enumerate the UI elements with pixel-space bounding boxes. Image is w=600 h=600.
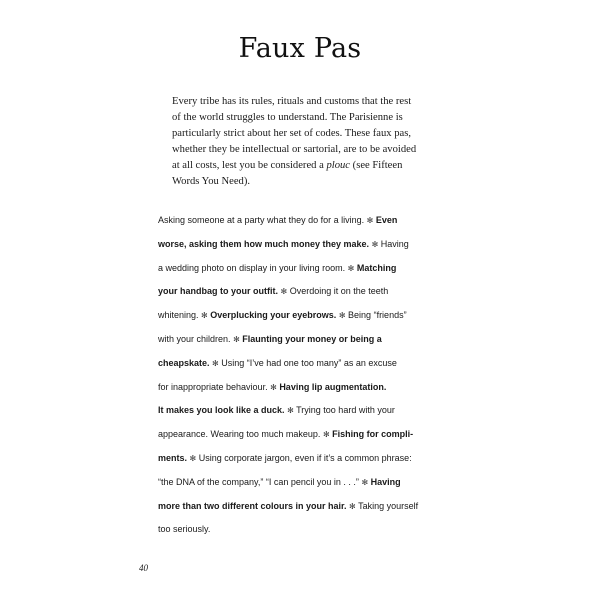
asterisk-separator-icon: ✻ xyxy=(287,406,294,416)
body-line xyxy=(158,233,458,257)
faux-pas-item-bold: Fishing for compli- xyxy=(332,429,414,440)
asterisk-separator-icon: ✻ xyxy=(366,216,374,225)
faux-pas-item: Trying too hard with your xyxy=(296,405,395,416)
faux-pas-item-bold: cheapskate. xyxy=(158,357,210,368)
faux-pas-item-bold: Having lip augmentation. xyxy=(279,381,387,392)
faux-pas-item-bold: worse, asking them how much money they make. xyxy=(158,238,370,249)
faux-pas-item: Overdoing it on the teeth xyxy=(289,286,389,297)
asterisk-separator-icon: ✻ xyxy=(371,239,379,249)
asterisk-separator-icon: ✻ xyxy=(338,311,346,321)
asterisk-separator-icon: ✻ xyxy=(189,453,197,463)
intro-line: particularly strict about her set of codes. These faux pas, xyxy=(172,128,411,139)
faux-pas-item: Asking someone at a party what they do for a living. xyxy=(158,215,365,225)
intro-text: at all costs, lest you be considered a xyxy=(172,160,324,171)
body-line xyxy=(158,495,458,519)
asterisk-separator-icon: ✻ xyxy=(233,334,240,344)
faux-pas-item: with your children. xyxy=(158,333,231,344)
body-line xyxy=(158,471,458,495)
page-title: Faux Pas xyxy=(238,33,362,64)
faux-pas-item: too seriously. xyxy=(158,524,211,535)
body-line xyxy=(158,376,458,400)
faux-pas-item-bold: Matching xyxy=(356,262,397,273)
asterisk-separator-icon: ✻ xyxy=(322,430,330,440)
italic-term-plouc: plouc xyxy=(326,160,351,171)
faux-pas-list xyxy=(158,209,458,541)
faux-pas-item: Having xyxy=(380,238,409,249)
faux-pas-item-bold: your handbag to your outfit. xyxy=(158,286,278,297)
asterisk-separator-icon: ✻ xyxy=(347,263,355,273)
body-line xyxy=(158,447,458,471)
intro-line: of the world struggles to understand. The Parisienne is xyxy=(172,112,403,123)
page-number: 40 xyxy=(139,563,148,573)
asterisk-separator-icon: ✻ xyxy=(201,311,208,321)
asterisk-separator-icon: ✻ xyxy=(349,501,356,511)
intro-text: (see Fifteen xyxy=(352,160,403,171)
body-line xyxy=(158,352,458,376)
body-line xyxy=(158,257,458,281)
faux-pas-item: for inappropriate behaviour. xyxy=(158,381,268,392)
asterisk-separator-icon: ✻ xyxy=(270,382,277,392)
faux-pas-item: “the DNA of the company,” “I can pencil you in . . .” xyxy=(158,476,359,487)
intro-line: Every tribe has its rules, rituals and customs that the rest xyxy=(172,96,412,107)
faux-pas-item: Taking yourself xyxy=(358,500,419,511)
intro-line xyxy=(172,158,444,174)
body-line xyxy=(158,423,458,447)
faux-pas-item: appearance. Wearing too much makeup. xyxy=(158,429,321,440)
body-line xyxy=(158,280,458,304)
faux-pas-item: whitening. xyxy=(158,310,199,321)
faux-pas-item: Using “I’ve had one too many” as an excuse xyxy=(221,357,397,368)
body-line xyxy=(158,518,458,541)
faux-pas-item-bold: Even xyxy=(375,215,398,225)
faux-pas-item-bold: Overplucking your eyebrows. xyxy=(210,310,337,321)
body-line xyxy=(158,328,458,352)
faux-pas-item: a wedding photo on display in your living room. xyxy=(158,262,346,273)
faux-pas-item-bold: ments. xyxy=(158,452,188,463)
body-line xyxy=(158,304,458,328)
faux-pas-item-bold: Having xyxy=(370,476,401,487)
body-line xyxy=(158,209,458,233)
intro-line: whether they be intellectual or sartorial, are to be avoided xyxy=(172,144,417,155)
faux-pas-item: Using corporate jargon, even if it’s a common phrase: xyxy=(198,452,412,463)
faux-pas-item-bold: It makes you look like a duck. xyxy=(158,405,285,416)
intro-line: Words You Need). xyxy=(172,176,251,187)
intro-paragraph xyxy=(172,94,444,190)
body-line xyxy=(158,399,458,423)
asterisk-separator-icon: ✻ xyxy=(361,477,369,487)
faux-pas-item-bold: more than two different colours in your hair. xyxy=(158,500,347,511)
asterisk-separator-icon: ✻ xyxy=(212,358,219,368)
faux-pas-item: Being “friends” xyxy=(348,310,407,321)
faux-pas-item-bold: Flaunting your money or being a xyxy=(242,333,382,344)
asterisk-separator-icon: ✻ xyxy=(280,287,288,297)
